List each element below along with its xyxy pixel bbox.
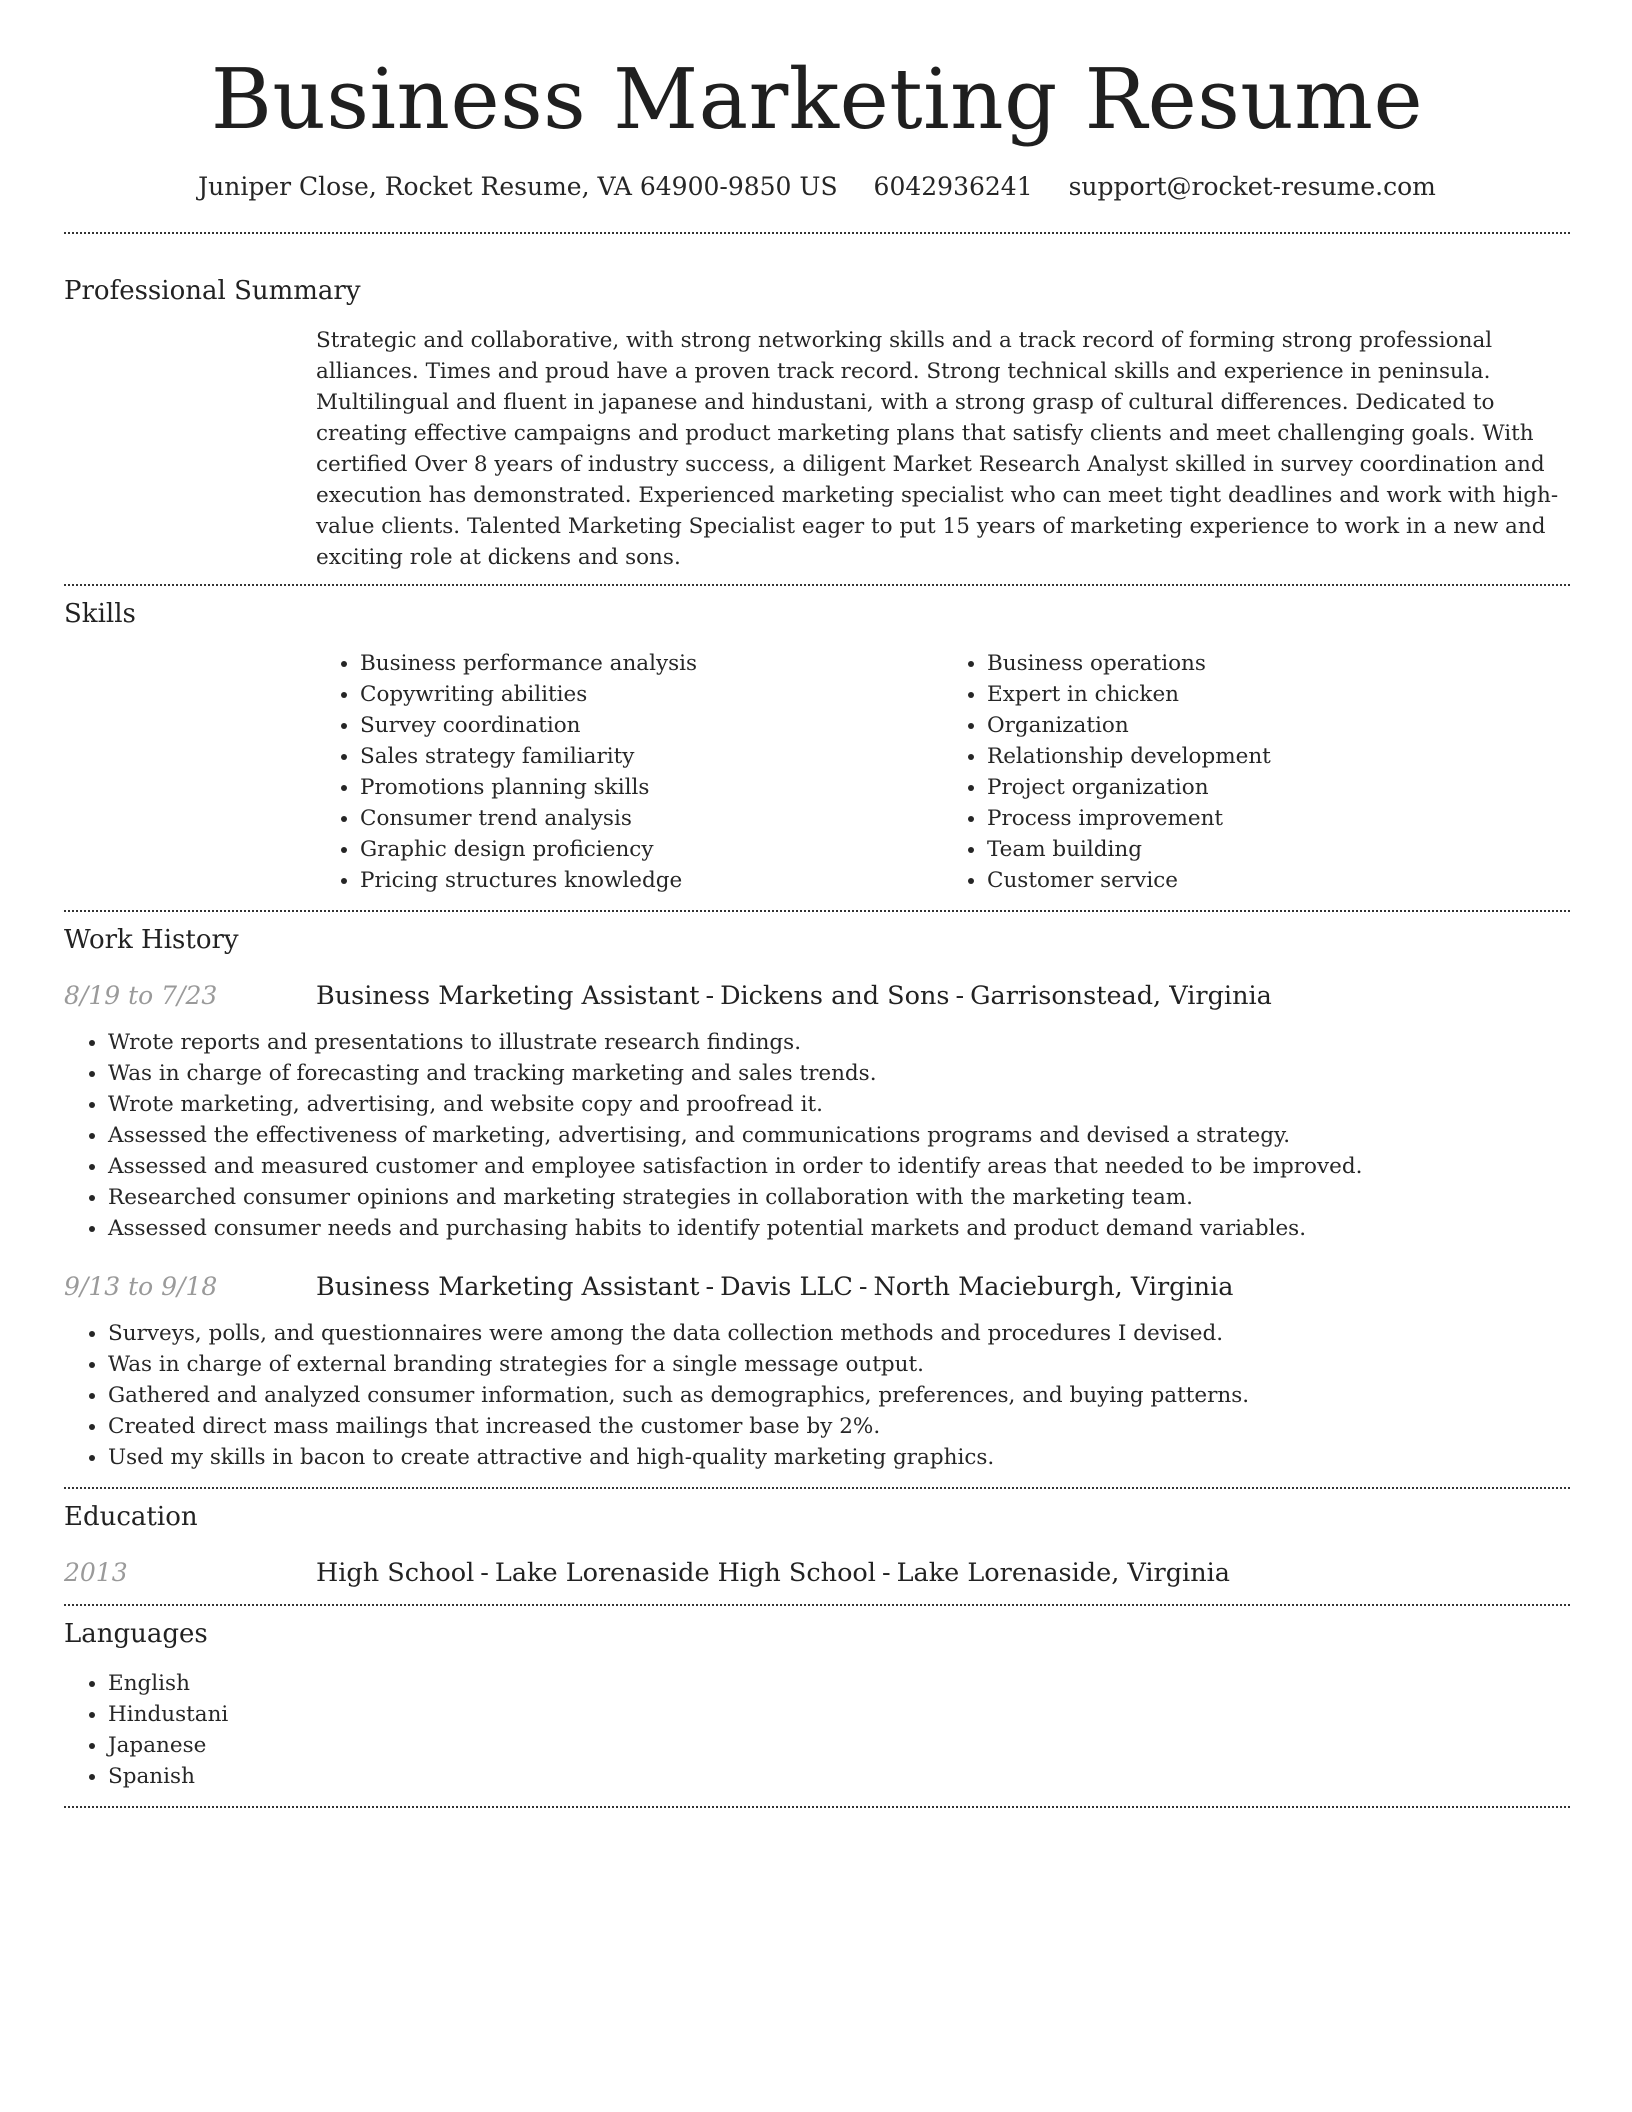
skill-item: • Customer service [987, 865, 1570, 896]
education-year: 2013 [64, 1558, 128, 1587]
separator: - [705, 1272, 715, 1302]
summary-text: Strategic and collaborative, with strong networking skills and a track record of forming strong professional alliances. Times and proud have a proven track record. Strong technical skills and experience in peninsula. Multilingual and fluent in japanese and hindustani, with a strong grasp of cultural differences. Dedicated to creating effective campaigns and product marketing plans that satisfy clients and meet challenging goals. With certified Over 8 years of industry success, a diligent Market Research Analyst skilled in survey coordination and execution has demonstrated. Experienced marketing specialist who can meet tight deadlines and work with high-value clients. Talented Marketing Specialist eager to put 15 years of marketing experience to work in a new and exciting role at dickens and sons. [316, 328, 1559, 570]
job-company: Dickens and Sons [720, 981, 950, 1011]
skill-item: • Organization [987, 710, 1570, 741]
job-bullet: • Assessed consumer needs and purchasing habits to identify potential markets and product demand variables. [108, 1213, 1570, 1244]
job-header [64, 1270, 1570, 1304]
work-section [64, 923, 1570, 1473]
skill-item: • Graphic design proficiency [360, 834, 943, 865]
skill-item: • Business performance analysis [360, 648, 943, 679]
separator: - [705, 981, 715, 1011]
languages-heading: Languages [64, 1619, 208, 1649]
job-role: Business Marketing Assistant [316, 981, 700, 1011]
job-bullet: • Wrote marketing, advertising, and website copy and proofread it. [108, 1089, 1570, 1120]
separator: - [881, 1558, 891, 1588]
languages-list [64, 1668, 1570, 1792]
job-bullet: • Assessed and measured customer and employee satisfaction in order to identify areas that needed to be improved. [108, 1151, 1570, 1182]
skill-item: • Promotions planning skills [360, 772, 943, 803]
skills-heading: Skills [64, 599, 136, 629]
job-bullet: • Was in charge of forecasting and tracking marketing and sales trends. [108, 1058, 1570, 1089]
education-degree: High School [316, 1558, 475, 1588]
skills-list-right [943, 648, 1570, 896]
skill-item: • Sales strategy familiarity [360, 741, 943, 772]
education-entry [64, 1556, 1570, 1590]
languages-divider [64, 1806, 1570, 1808]
contact-address: Juniper Close, Rocket Resume, VA 64900-9850 US [198, 172, 838, 201]
skill-item: • Survey coordination [360, 710, 943, 741]
job-bullet: • Assessed the effectiveness of marketing, advertising, and communications programs and devised a strategy. [108, 1120, 1570, 1151]
job-bullet: • Used my skills in bacon to create attractive and high-quality marketing graphics. [108, 1442, 1570, 1473]
job-bullet: • Surveys, polls, and questionnaires were among the data collection methods and procedures I devised. [108, 1318, 1570, 1349]
language-item: • Hindustani [108, 1699, 1570, 1730]
resume-title: Business Marketing Resume [210, 51, 1424, 148]
skill-item: • Copywriting abilities [360, 679, 943, 710]
summary-heading: Professional Summary [64, 276, 361, 306]
resume-page [64, 0, 1570, 1808]
job-entry [64, 979, 1570, 1244]
skill-item: • Project organization [987, 772, 1570, 803]
summary-section [64, 274, 1570, 573]
summary-divider [64, 584, 1570, 586]
skill-item: • Pricing structures knowledge [360, 865, 943, 896]
header-divider [64, 232, 1570, 234]
skill-item: • Relationship development [987, 741, 1570, 772]
skills-list-left [316, 648, 943, 896]
job-title-line [316, 1270, 1233, 1304]
work-heading: Work History [64, 925, 239, 955]
job-bullet: • Created direct mass mailings that increased the customer base by 2%. [108, 1411, 1570, 1442]
education-title-line [316, 1556, 1230, 1590]
job-bullets [64, 1027, 1570, 1244]
skill-item: • Team building [987, 834, 1570, 865]
skill-item: • Business operations [987, 648, 1570, 679]
education-location: Lake Lorenaside, Virginia [896, 1558, 1230, 1588]
job-entry [64, 1270, 1570, 1473]
education-heading: Education [64, 1502, 198, 1532]
skill-item: • Expert in chicken [987, 679, 1570, 710]
education-section [64, 1500, 1570, 1590]
languages-section [64, 1617, 1570, 1792]
job-header [64, 979, 1570, 1013]
language-item: • Spanish [108, 1761, 1570, 1792]
separator: - [480, 1558, 489, 1588]
job-location: Garrisonstead, Virginia [970, 981, 1272, 1011]
language-item: • Japanese [108, 1730, 1570, 1761]
job-dates: 8/19 to 7/23 [64, 981, 218, 1010]
job-company: Davis LLC [720, 1272, 853, 1302]
job-dates: 9/13 to 9/18 [64, 1272, 218, 1301]
job-location: North Macieburgh, Virginia [873, 1272, 1234, 1302]
job-bullet: • Was in charge of external branding strategies for a single message output. [108, 1349, 1570, 1380]
job-bullet: • Researched consumer opinions and marketing strategies in collaboration with the marketing team. [108, 1182, 1570, 1213]
skill-item: • Process improvement [987, 803, 1570, 834]
skill-item: • Consumer trend analysis [360, 803, 943, 834]
job-role: Business Marketing Assistant [316, 1272, 700, 1302]
contact-phone: 6042936241 [873, 172, 1033, 201]
work-divider [64, 1487, 1570, 1489]
skills-divider [64, 910, 1570, 912]
job-bullet: • Wrote reports and presentations to illustrate research findings. [108, 1027, 1570, 1058]
job-bullets [64, 1318, 1570, 1473]
job-bullet: • Gathered and analyzed consumer information, such as demographics, preferences, and buying patterns. [108, 1380, 1570, 1411]
separator: - [858, 1272, 868, 1302]
language-item: • English [108, 1668, 1570, 1699]
separator: - [955, 981, 965, 1011]
skills-columns [316, 648, 1570, 896]
job-title-line [316, 979, 1272, 1013]
contact-email: support@rocket-resume.com [1068, 172, 1436, 201]
education-school: Lake Lorenaside High School [494, 1558, 876, 1588]
contact-line [64, 170, 1570, 204]
education-divider [64, 1604, 1570, 1606]
skills-section [64, 597, 1570, 896]
